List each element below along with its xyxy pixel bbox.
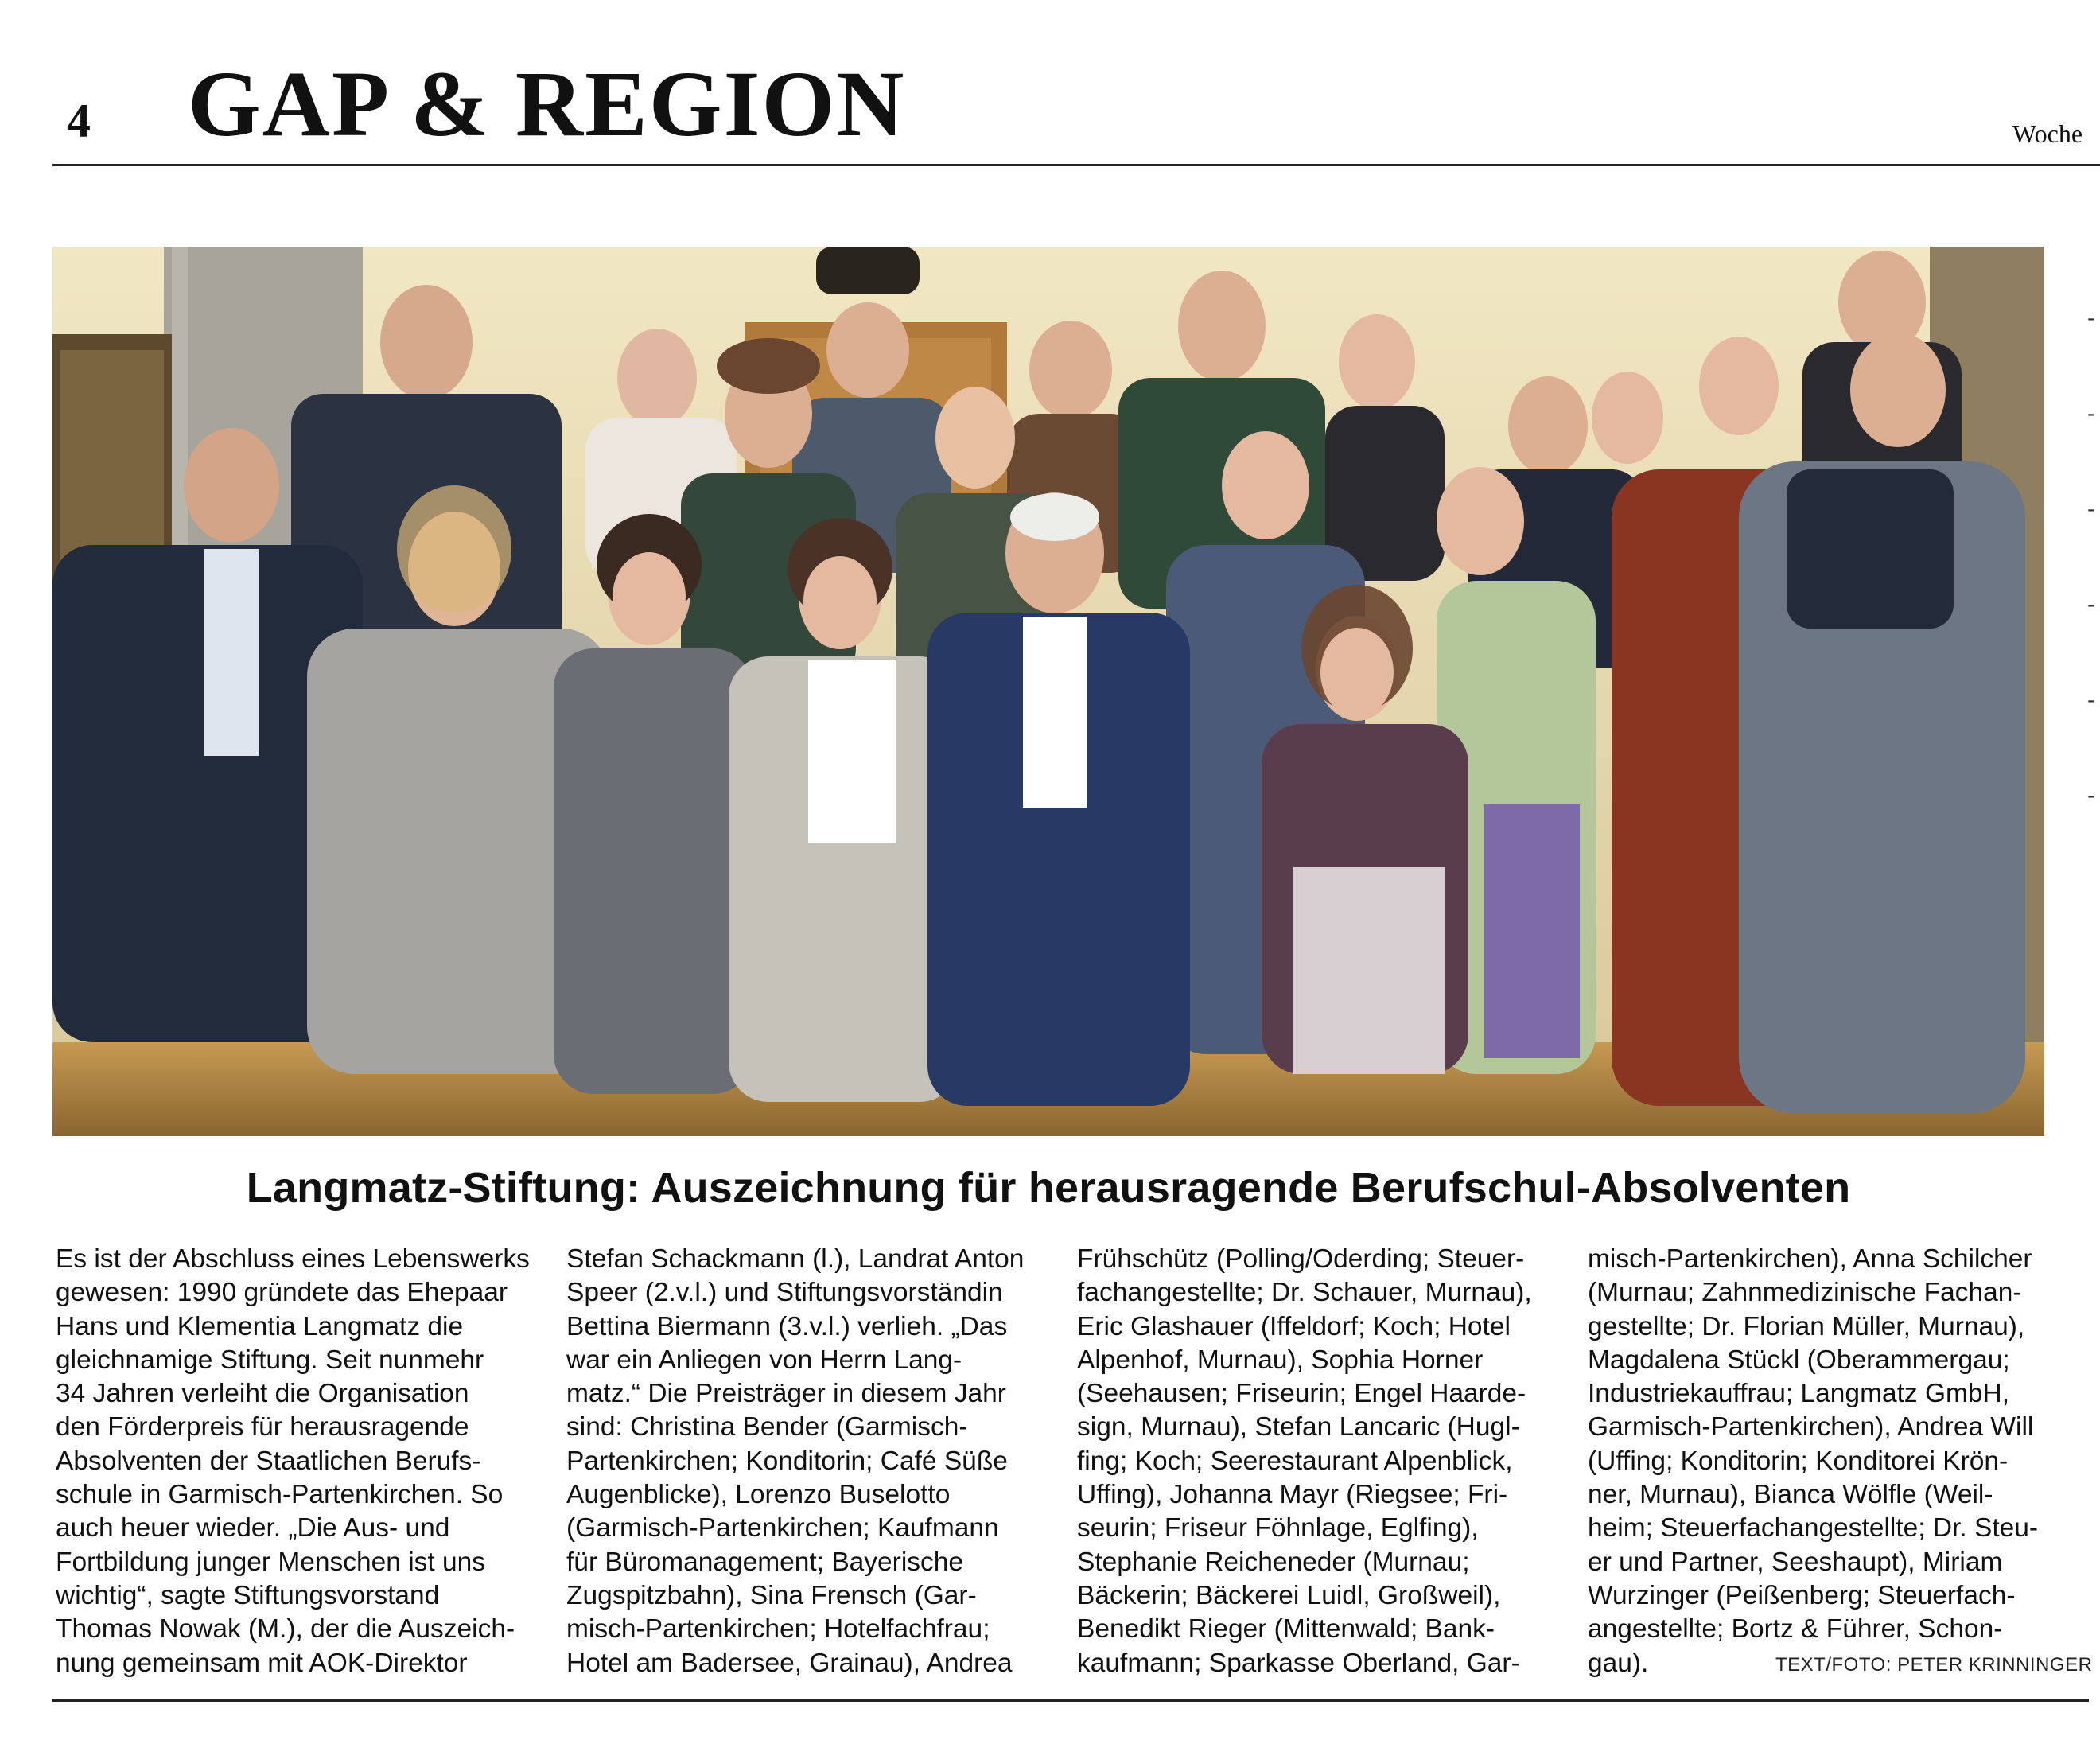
article-column-2: Stefan Schackmann (l.), Landrat Anton Speer (2.v.l.) und Stiftungsvorständin Bettina Biermann (3.v.l.) verlieh. „Das war ein Anliegen von Herrn Lang- matz.“ Die Preisträger in diesem Jahr sind: Christina Bender (Garmisch- Partenkirchen; Konditorin; Café Süße Augenblicke), Lorenzo Buselotto (Garmisch-Partenkirchen; Kaufmann für Büromanagement; Bayerische Zugspitzbahn), Sina Frensch (Gar- misch-Partenkirchen; Hotelfachfrau; Hotel am Badersee, Grainau), Andrea — [566, 1244, 1025, 1678]
photo-credit: TEXT/FOTO: PETER KRINNINGER — [1775, 1654, 2093, 1676]
header-rule — [52, 164, 2100, 166]
footer-rule — [52, 1699, 2089, 1702]
photo-edge-marks: - - - - - - — [2087, 306, 2095, 808]
article-column-1: Es ist der Abschluss eines Lebenswerks gewesen: 1990 gründete das Ehepaar Hans und Klementia Langmatz die gleichnamige Stiftung. Seit nunmehr 34 Jahren verleiht die Organisation den Förderpreis für herausragende Absolventen der Staatlichen Berufs- schule in Garmisch-Partenkirchen. So auch heuer wieder. „Die Aus- und Fortbildung junger Menschen ist uns wichtig“, sagte Stiftungsvorstand Thomas Nowak (M.), der die Auszeich- nung gemeinsam mit AOK-Direktor — [56, 1244, 530, 1678]
page-number: 4 — [67, 95, 91, 147]
section-date-fragment: Woche — [2012, 119, 2083, 148]
article-headline: Langmatz-Stiftung: Auszeichnung für herausragende Berufschul-Absolventen — [246, 1164, 1851, 1212]
group-photo — [52, 247, 2044, 1136]
article-column-3: Frühschütz (Polling/Oderding; Steuer- fachangestellte; Dr. Schauer, Murnau), Eric Glashauer (Iffeldorf; Koch; Hotel Alpenhof, Murnau), Sophia Horner (Seehausen; Friseurin; Engel Haarde- sign, Murnau), Stefan Lancaric (Hugl- fing; Koch; Seerestaurant Alpenblick, Uffing), Johanna Mayr (Riegsee; Fri- seurin; Friseur Föhnlage, Eglfing), Stephanie Reicheneder (Murnau; Bäckerin; Bäckerei Luidl, Großweil), Benedikt Rieger (Mittenwald; Bank- kaufmann; Sparkasse Oberland, Gar- — [1077, 1244, 1532, 1678]
section-title: GAP & REGION — [188, 52, 906, 156]
article-column-4: misch-Partenkirchen), Anna Schilcher (Murnau; Zahnmedizinische Fachan- gestellte; Dr. Florian Müller, Murnau), Magdalena Stückl (Oberammergau; Industriekauffrau; Langmatz GmbH, Garmisch-Partenkirchen), Andrea Will (Uffing; Konditorin; Konditorei Krön- ner, Murnau), Bianca Wölfle (Weil- heim; Steuerfachangestellte; Dr. Steu- er und Partner, Seeshaupt), Miriam Wurzinger (Peißenberg; Steuerfach- angestellte; Bortz & Führer, Schon- gau). — [1588, 1244, 2039, 1678]
